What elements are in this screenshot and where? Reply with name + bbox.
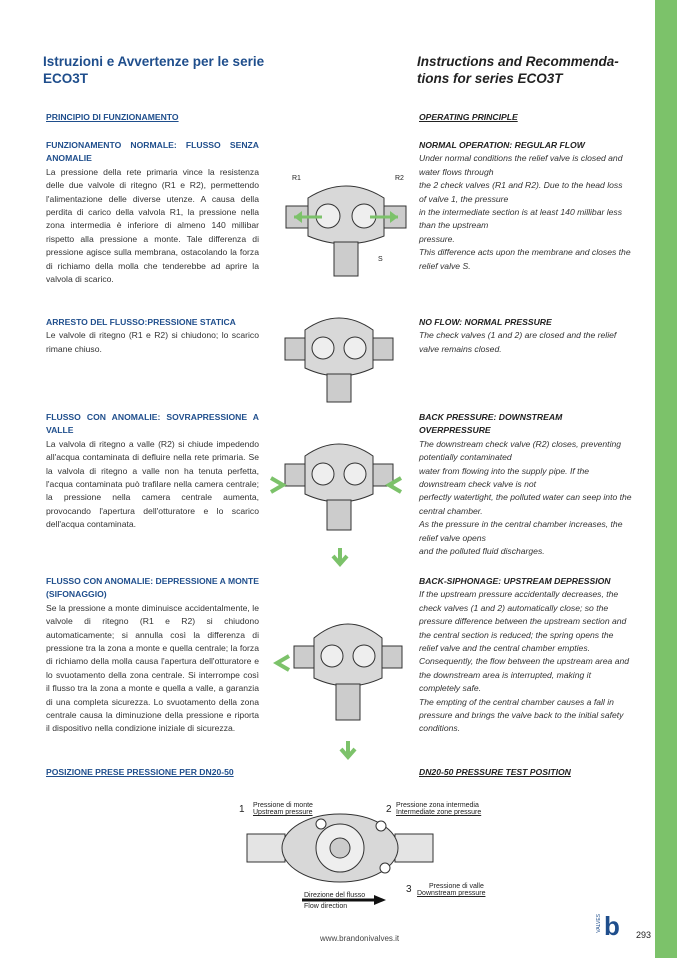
it-section-normal — [46, 139, 259, 286]
valve-normal-illustration — [282, 168, 410, 280]
label-r2: R2 — [395, 175, 404, 182]
en-section-noflow-body: The check valves (1 and 2) are closed and the relief valve remains closed. — [419, 330, 617, 354]
pressure-point-1-en: Upstream pressure — [253, 809, 313, 816]
it-section-siphonage-heading: FLUSSO CON ANOMALIE: DEPRESSIONE A MONTE (SIFONAGGIO) — [46, 576, 259, 600]
valve-noflow-illustration — [283, 306, 395, 406]
arrow-down-icon — [329, 546, 351, 568]
page-number: 293 — [636, 930, 652, 940]
label-r1: R1 — [292, 175, 301, 182]
valve-backpressure-illustration — [283, 430, 395, 540]
en-section-backpressure-body: The downstream check valve (R2) closes, preventing potentially contaminated water from flowing into the supply pipe. If the downstream check valve is not perfectly watertight, the polluted water can seep into the central chamber. As the pressure in the central chamber increases, the relief valve opens and the polluted fluid discharges. — [419, 438, 632, 557]
en-section-normal-body: Under normal conditions the relief valve is closed and water flows through the 2 check valves (R1 and R2). Due to the head loss of valve 1, the pressure in the intermediate section is at least 140 millibar less than the upstream pressure. This difference acts upon the membrane and closes the relief valve S. — [419, 153, 631, 271]
it-section-siphonage-body: Se la pressione a monte diminuisce accidentalmente, le valvole di ritegno (R1 e R2) si chiudono automaticamente; si annulla così la differenza di pressione tra la zona a monte e quella centrale; la forza di richiamo della molla causa l'apertura dell'otturatore e lo svuotamento della zona centrale. Si interrompe così il flusso tra la zona a monte e quella a valle, a garanzia di una completa sicurezza. Lo svuotamento della zona centrale causa la diminuzione della pressione e riporta il dispositivo nella condizione iniziale di sicurezza. — [46, 602, 259, 734]
title-italian: Istruzioni e Avvertenze per le serie ECO3T — [43, 54, 265, 86]
flow-direction-it: Direzione del flusso — [304, 892, 366, 899]
it-principle-heading: PRINCIPIO DI FUNZIONAMENTO — [46, 112, 179, 122]
pressure-point-3-en: Downstream pressure — [417, 890, 486, 897]
en-section-siphonage — [419, 575, 632, 736]
arrow-left-icon — [271, 652, 293, 674]
it-section-backpressure — [46, 411, 259, 532]
en-section-siphonage-heading: BACK-SIPHONAGE: UPSTREAM DEPRESSION — [419, 576, 611, 586]
brand-logo — [596, 912, 626, 942]
pressure-point-3-it: Pressione di valle — [429, 883, 484, 890]
en-principle-heading: OPERATING PRINCIPLE — [419, 112, 518, 122]
pressure-point-3-number: 3 — [406, 884, 412, 895]
brand-logo-text: VALVES — [596, 914, 602, 933]
it-section-noflow — [46, 316, 259, 356]
arrow-right-icon — [267, 474, 289, 496]
footer-url: www.brandonivalves.it — [320, 934, 400, 943]
label-s: S — [378, 256, 383, 263]
arrow-left-icon — [383, 474, 405, 496]
en-section-noflow — [419, 316, 632, 356]
en-section-siphonage-body: If the upstream pressure accidentally decreases, the check valves (1 and 2) automatically close; so the pressure difference between the upstream section and the central section is reduced; the spring opens the relief valve and the central chamber empties. Consequently, the flow between the upstream area and the downstream area is interrupted, making it completely safe. The empting of the central chamber causes a fall in pressure and brings the valve back to the initial safety conditions. — [419, 589, 630, 734]
pressure-point-2-it: Pressione zona intermedia — [396, 802, 479, 809]
it-section-noflow-heading: ARRESTO DEL FLUSSO:PRESSIONE STATICA — [46, 317, 236, 327]
en-section-normal — [419, 139, 632, 273]
brand-logo-letter: b — [604, 911, 620, 941]
en-pressure-test-heading: DN20-50 PRESSURE TEST POSITION — [419, 767, 571, 777]
pressure-point-1-number: 1 — [239, 804, 245, 815]
it-section-backpressure-body: La valvola di ritegno a valle (R2) si chiude impedendo all'acqua contaminata di defluire nella rete primaria. Se la valvola di ritegno a valle non ha tenuta perfetta, l'acqua contaminata può trafilare nella camera centrale; la pressione nella camera centrale aumenta, provocando l'apertura dell'otturatore e lo scarico dell'acqua contaminata. — [46, 438, 259, 530]
it-section-normal-heading: FUNZIONAMENTO NORMALE: FLUSSO SENZA ANOMALIE — [46, 140, 259, 164]
title-english: Instructions and Recommenda-tions for series ECO3T — [417, 54, 619, 86]
it-pressure-test-heading: POSIZIONE PRESE PRESSIONE PER DN20-50 — [46, 767, 234, 777]
it-section-normal-body: La pressione della rete primaria vince la resistenza delle due valvole di ritegno (R1 e R2), permettendo l'alimentazione delle diverse utenze. A causa della perdita di carico della valvola R1, la pressione nella zona intermedia è inferiore di almeno 140 millibar rispetto alla pressione a monte. Tale differenza di pressione agisce sulla membrana, ostacolando la forza di richiamo della molla che tenderebbe ad aprire la valvola di scarico. — [46, 166, 259, 285]
it-section-noflow-body: Le valvole di ritegno (R1 e R2) si chiudono; lo scarico rimane chiuso. — [46, 330, 259, 354]
arrow-down-icon — [337, 739, 359, 761]
en-section-normal-heading: NORMAL OPERATION: REGULAR FLOW — [419, 140, 585, 150]
en-section-backpressure — [419, 411, 632, 558]
pressure-point-2-number: 2 — [386, 804, 392, 815]
flow-direction-en: Flow direction — [304, 903, 348, 910]
it-section-backpressure-heading: FLUSSO CON ANOMALIE: SOVRAPRESSIONE A VALLE — [46, 412, 259, 436]
valve-siphonage-illustration — [292, 600, 404, 730]
pressure-test-diagram — [245, 812, 435, 886]
pressure-point-2-en: Intermediate zone pressure — [396, 809, 482, 816]
en-section-noflow-heading: NO FLOW: NORMAL PRESSURE — [419, 317, 552, 327]
pressure-point-1-it: Pressione di monte — [253, 802, 313, 809]
en-section-backpressure-heading: BACK PRESSURE: DOWNSTREAM OVERPRESSURE — [419, 412, 563, 436]
side-color-bar — [655, 0, 677, 958]
it-section-siphonage — [46, 575, 259, 736]
